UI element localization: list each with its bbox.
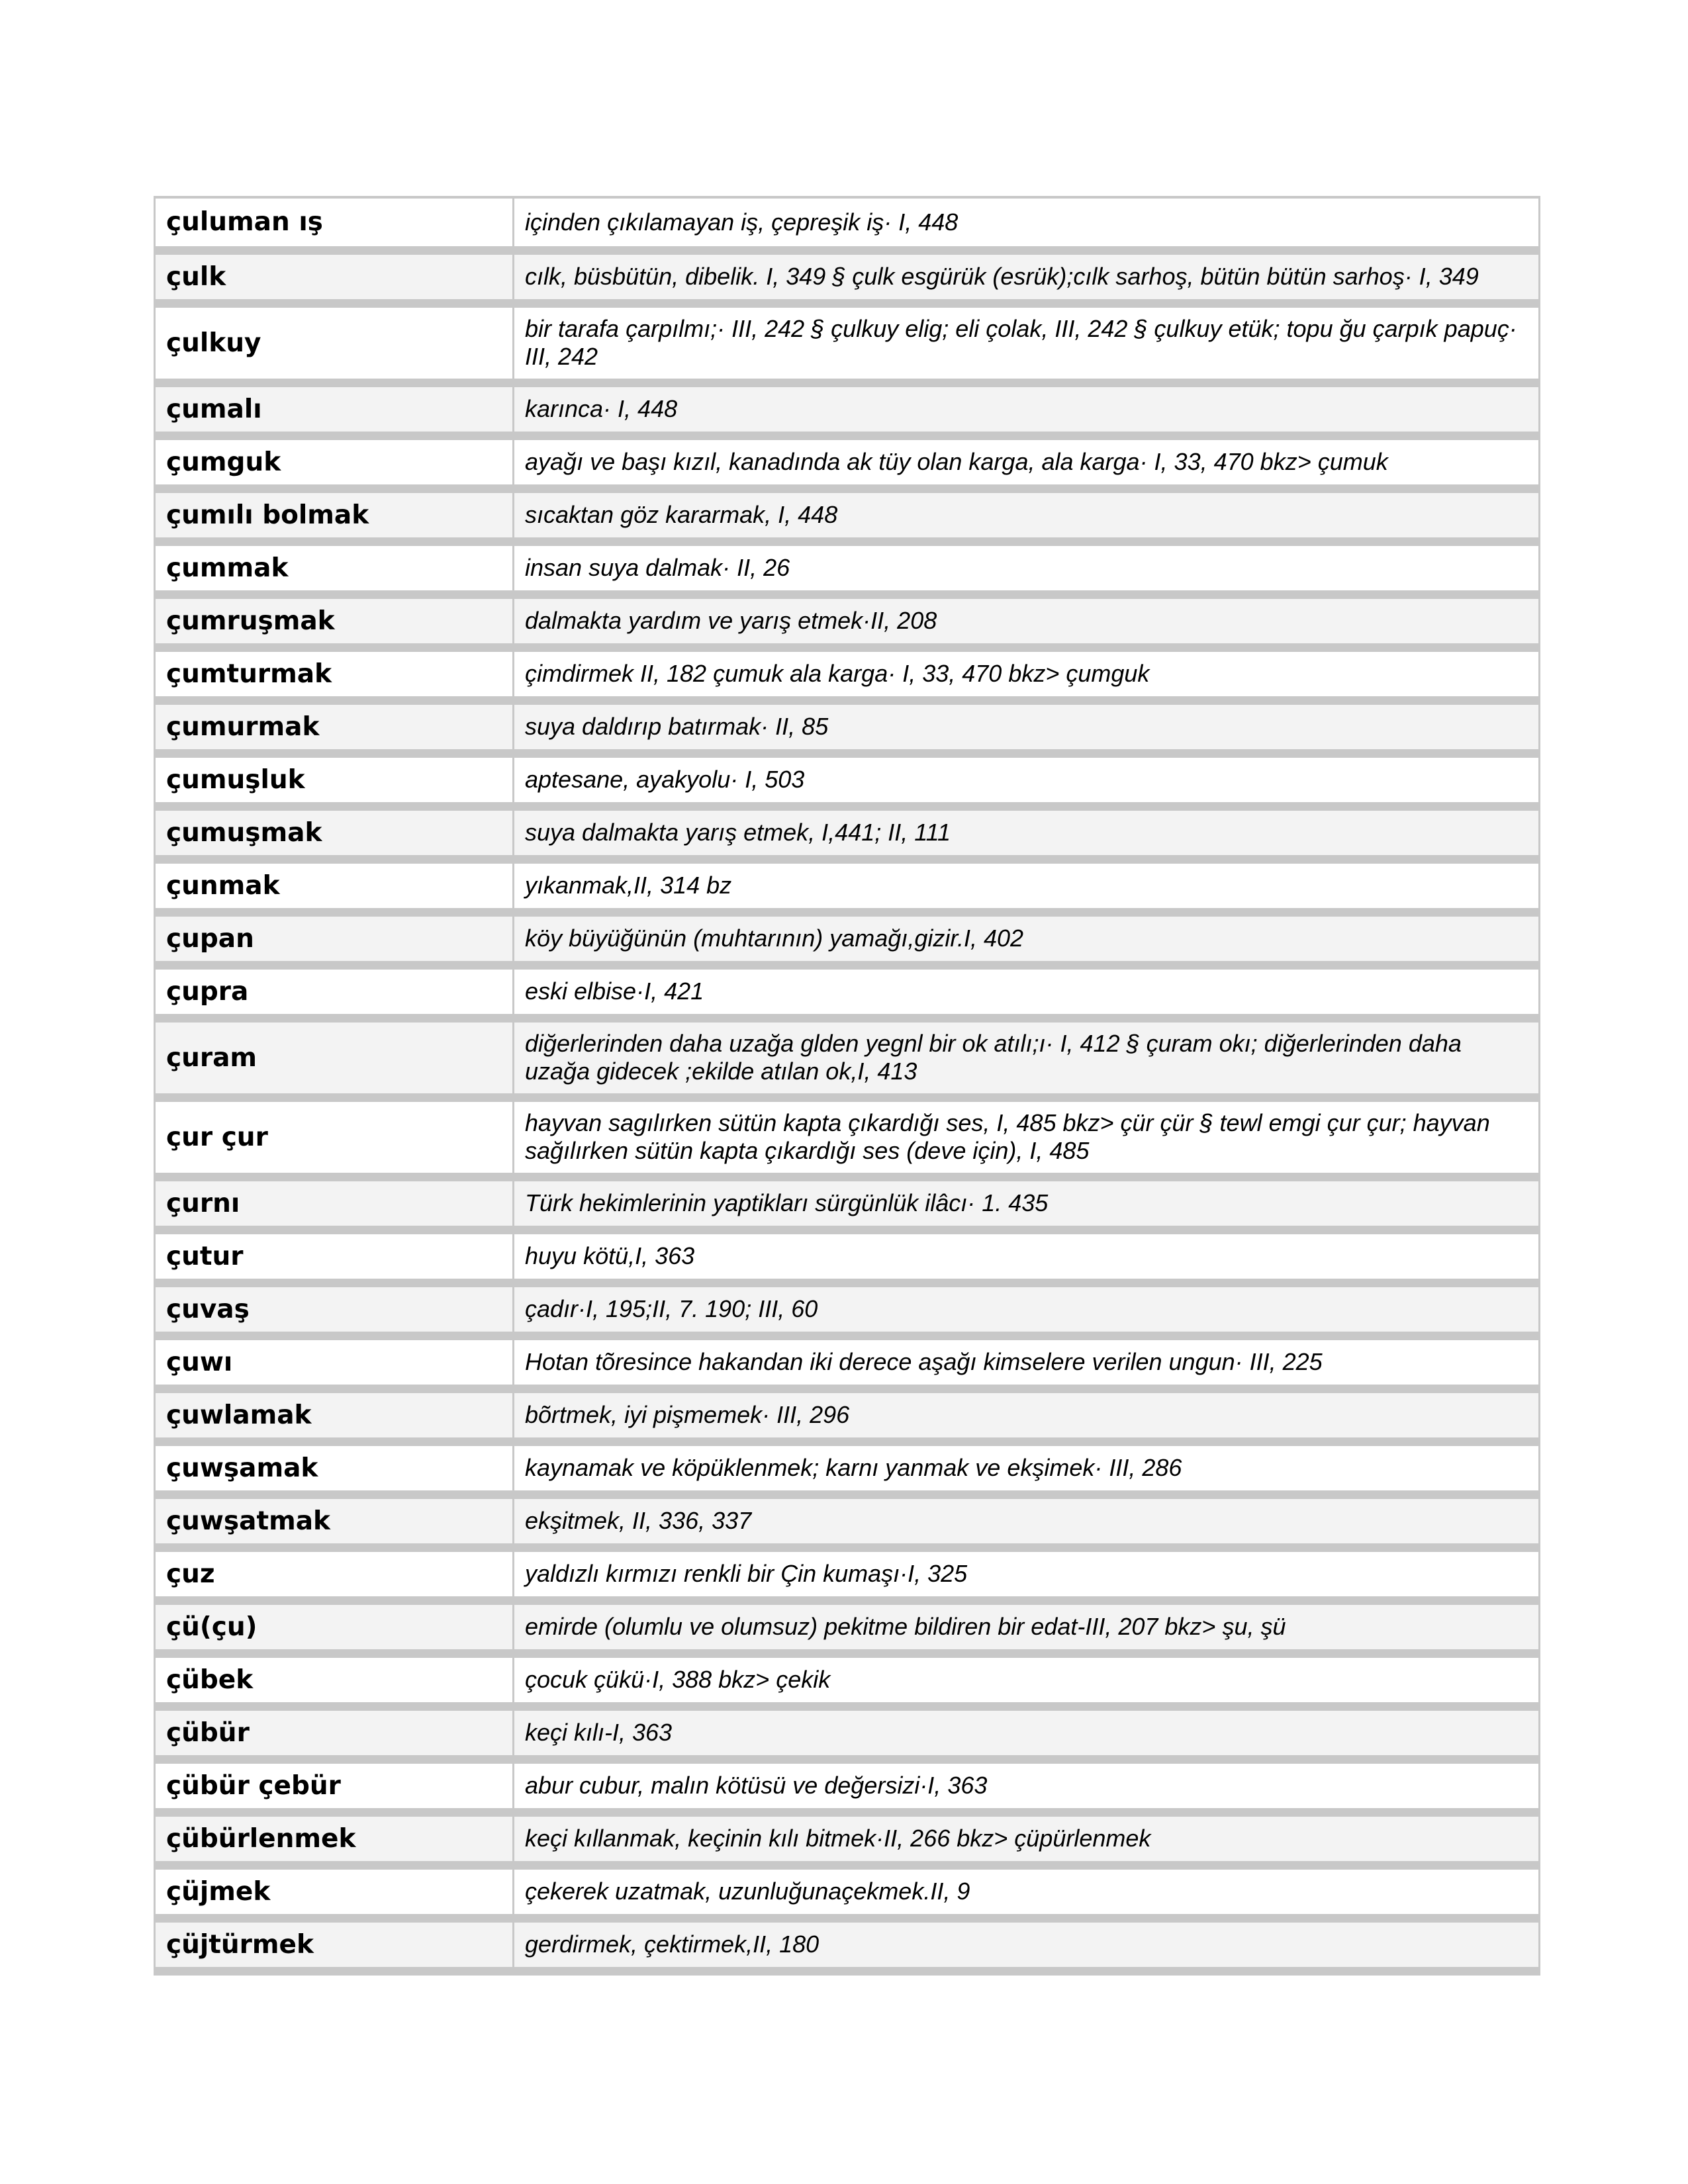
table-row bbox=[155, 541, 1540, 594]
table-row bbox=[155, 1336, 1540, 1388]
entry-definition: çadır·I, 195;II, 7. 190; III, 60 bbox=[514, 1283, 1540, 1336]
table-row bbox=[155, 1653, 1540, 1706]
entry-definition: keçi kılı-I, 363 bbox=[514, 1706, 1540, 1759]
table-row bbox=[155, 197, 1540, 250]
table-row bbox=[155, 1918, 1540, 1971]
entry-headword: çur çur bbox=[155, 1097, 514, 1177]
entry-definition: gerdirmek, çektirmek,II, 180 bbox=[514, 1918, 1540, 1971]
table-row bbox=[155, 1018, 1540, 1097]
entry-headword: çumuşluk bbox=[155, 753, 514, 806]
entry-headword: çuwlamak bbox=[155, 1388, 514, 1441]
entry-headword: çunmak bbox=[155, 859, 514, 912]
entry-definition: bir tarafa çarpılmı;· III, 242 § çulkuy elig; eli çolak, III, 242 § çulkuy etük; topu ğu çarpık papuç· III, 242 bbox=[514, 303, 1540, 383]
table-row bbox=[155, 753, 1540, 806]
entry-headword: çuwşamak bbox=[155, 1441, 514, 1494]
table-row bbox=[155, 1494, 1540, 1547]
entry-definition: suya dalmakta yarış etmek, I,441; II, 111 bbox=[514, 806, 1540, 859]
entry-definition: köy büyüğünün (muhtarının) yamağı,gizir.I, 402 bbox=[514, 912, 1540, 965]
entry-definition: hayvan sagılırken sütün kapta çıkardığı ses, I, 485 bkz> çür çür § tewl emgi çur çur; hayvan sağılırken sütün kapta çıkardığı ses (deve için), I, 485 bbox=[514, 1097, 1540, 1177]
entry-headword: çulk bbox=[155, 250, 514, 303]
table-row bbox=[155, 806, 1540, 859]
entry-headword: çutur bbox=[155, 1230, 514, 1283]
entry-definition: abur cubur, malın kötüsü ve değersizi·I, 363 bbox=[514, 1759, 1540, 1812]
entry-headword: çumılı bolmak bbox=[155, 488, 514, 541]
entry-headword: çumalı bbox=[155, 383, 514, 435]
entry-headword: çübek bbox=[155, 1653, 514, 1706]
entry-definition: keçi kıllanmak, keçinin kılı bitmek·II, 266 bkz> çüpürlenmek bbox=[514, 1812, 1540, 1865]
entry-headword: çummak bbox=[155, 541, 514, 594]
table-row bbox=[155, 1706, 1540, 1759]
table-row bbox=[155, 1388, 1540, 1441]
entry-headword: çübür çebür bbox=[155, 1759, 514, 1812]
entry-headword: çurnı bbox=[155, 1177, 514, 1230]
entry-definition: eski elbise·I, 421 bbox=[514, 965, 1540, 1018]
entry-headword: çulkuy bbox=[155, 303, 514, 383]
entry-headword: çupan bbox=[155, 912, 514, 965]
entry-headword: çuluman ış bbox=[155, 197, 514, 250]
entry-headword: çumturmak bbox=[155, 647, 514, 700]
entry-definition: çocuk çükü·I, 388 bkz> çekik bbox=[514, 1653, 1540, 1706]
entry-definition: aptesane, ayakyolu· I, 503 bbox=[514, 753, 1540, 806]
entry-definition: suya daldırıp batırmak· II, 85 bbox=[514, 700, 1540, 753]
dictionary-table bbox=[154, 196, 1540, 1976]
entry-headword: çuvaş bbox=[155, 1283, 514, 1336]
entry-definition: içinden çıkılamayan iş, çepreşik iş· I, 448 bbox=[514, 197, 1540, 250]
table-row bbox=[155, 859, 1540, 912]
entry-headword: çüjmek bbox=[155, 1865, 514, 1918]
entry-definition: insan suya dalmak· II, 26 bbox=[514, 541, 1540, 594]
entry-definition: kaynamak ve köpüklenmek; karnı yanmak ve ekşimek· III, 286 bbox=[514, 1441, 1540, 1494]
table-row bbox=[155, 1865, 1540, 1918]
entry-headword: çumurmak bbox=[155, 700, 514, 753]
entry-headword: çuz bbox=[155, 1547, 514, 1600]
entry-headword: çübür bbox=[155, 1706, 514, 1759]
table-row bbox=[155, 1600, 1540, 1653]
entry-headword: çumguk bbox=[155, 435, 514, 488]
entry-definition: sıcaktan göz kararmak, I, 448 bbox=[514, 488, 1540, 541]
entry-headword: çü(çu) bbox=[155, 1600, 514, 1653]
entry-headword: çuram bbox=[155, 1018, 514, 1097]
table-row bbox=[155, 594, 1540, 647]
entry-definition: bõrtmek, iyi pişmemek· III, 296 bbox=[514, 1388, 1540, 1441]
entry-definition: ekşitmek, II, 336, 337 bbox=[514, 1494, 1540, 1547]
table-row bbox=[155, 1177, 1540, 1230]
table-row bbox=[155, 647, 1540, 700]
entry-headword: çupra bbox=[155, 965, 514, 1018]
entry-headword: çuwı bbox=[155, 1336, 514, 1388]
table-row bbox=[155, 1759, 1540, 1812]
table-row bbox=[155, 435, 1540, 488]
entry-definition: Türk hekimlerinin yaptikları sürgünlük ilâcı· 1. 435 bbox=[514, 1177, 1540, 1230]
entry-definition: dalmakta yardım ve yarış etmek·II, 208 bbox=[514, 594, 1540, 647]
entry-definition: Hotan tõresince hakandan iki derece aşağı kimselere verilen ungun· III, 225 bbox=[514, 1336, 1540, 1388]
entry-definition: cılk, büsbütün, dibelik. I, 349 § çulk esgürük (esrük);cılk sarhoş, bütün bütün sarhoş· I, 349 bbox=[514, 250, 1540, 303]
entry-headword: çübürlenmek bbox=[155, 1812, 514, 1865]
entry-headword: çuwşatmak bbox=[155, 1494, 514, 1547]
entry-definition: çimdirmek II, 182 çumuk ala karga· I, 33, 470 bkz> çumguk bbox=[514, 647, 1540, 700]
table-row bbox=[155, 1283, 1540, 1336]
table-row bbox=[155, 1230, 1540, 1283]
table-row bbox=[155, 303, 1540, 383]
table-row bbox=[155, 488, 1540, 541]
entry-definition: yıkanmak,II, 314 bz bbox=[514, 859, 1540, 912]
entry-headword: çumuşmak bbox=[155, 806, 514, 859]
entry-headword: çüjtürmek bbox=[155, 1918, 514, 1971]
entry-definition: ayağı ve başı kızıl, kanadında ak tüy olan karga, ala karga· I, 33, 470 bkz> çumuk bbox=[514, 435, 1540, 488]
table-row bbox=[155, 1097, 1540, 1177]
entry-definition: diğerlerinden daha uzağa glden yegnl bir ok atılı;ı· I, 412 § çuram okı; diğerlerinden daha uzağa gidecek ;ekilde atılan ok,I, 413 bbox=[514, 1018, 1540, 1097]
entry-definition: emirde (olumlu ve olumsuz) pekitme bildiren bir edat-III, 207 bkz> şu, şü bbox=[514, 1600, 1540, 1653]
table-row bbox=[155, 1441, 1540, 1494]
table-row bbox=[155, 912, 1540, 965]
entry-headword: çumruşmak bbox=[155, 594, 514, 647]
table-row bbox=[155, 1547, 1540, 1600]
table-row bbox=[155, 1812, 1540, 1865]
entry-definition: karınca· I, 448 bbox=[514, 383, 1540, 435]
entry-definition: yaldızlı kırmızı renkli bir Çin kumaşı·I, 325 bbox=[514, 1547, 1540, 1600]
table-row bbox=[155, 700, 1540, 753]
entry-definition: çekerek uzatmak, uzunluğunaçekmek.II, 9 bbox=[514, 1865, 1540, 1918]
table-row bbox=[155, 250, 1540, 303]
entry-definition: huyu kötü,I, 363 bbox=[514, 1230, 1540, 1283]
table-row bbox=[155, 965, 1540, 1018]
table-row bbox=[155, 383, 1540, 435]
